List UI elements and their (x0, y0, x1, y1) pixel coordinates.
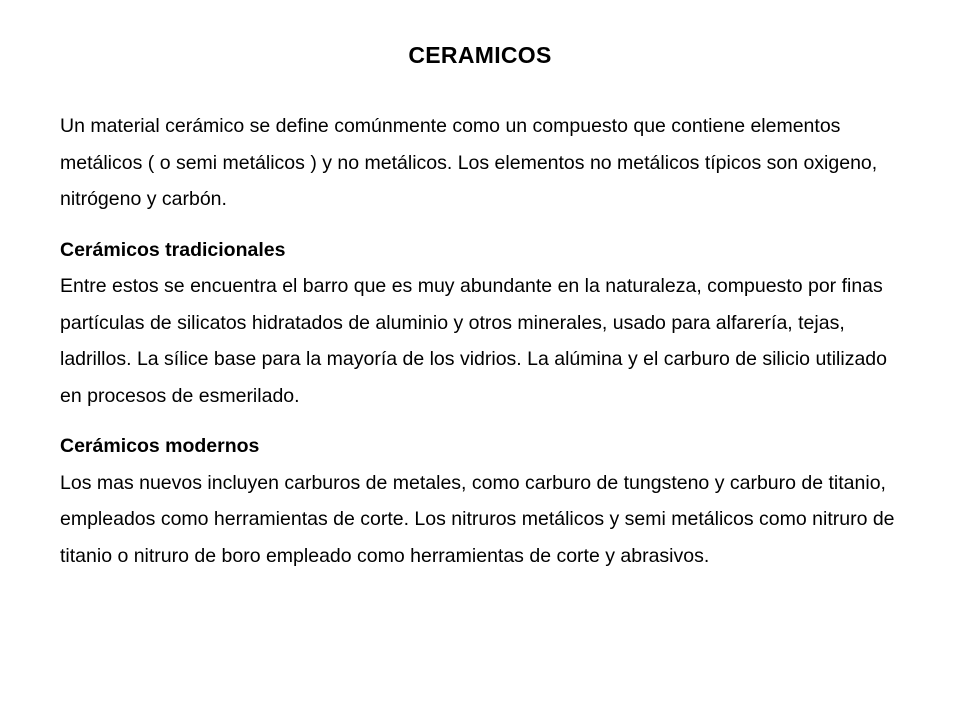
section-body-traditional: Entre estos se encuentra el barro que es muy abundante en la naturaleza, compuesto por finas partículas de silicatos hidratados de aluminio y otros minerales, usado para alfarería, tejas, ladrillos. La sílice base para la mayoría de los vidrios. La alúmina y el carburo de silicio utilizado en procesos de esmerilado. (60, 275, 887, 407)
section-traditional (60, 232, 910, 415)
section-body-modern: Los mas nuevos incluyen carburos de metales, como carburo de tungsteno y carburo de titanio, empleados como herramientas de corte. Los nitruros metálicos y semi metálicos como nitruro de titanio o nitruro de boro empleado como herramientas de corte y abrasivos. (60, 471, 895, 567)
slide-body (60, 108, 910, 574)
section-modern (60, 428, 910, 574)
page-title: CERAMICOS (408, 42, 552, 68)
intro-paragraph: Un material cerámico se define comúnmente como un compuesto que contiene elementos metálicos ( o semi metálicos ) y no metálicos. Los elementos no metálicos típicos son oxigeno, nitrógeno y carbón. (60, 115, 878, 210)
section-heading-modern: Cerámicos modernos (60, 435, 260, 457)
section-heading-traditional: Cerámicos tradicionales (60, 238, 286, 261)
